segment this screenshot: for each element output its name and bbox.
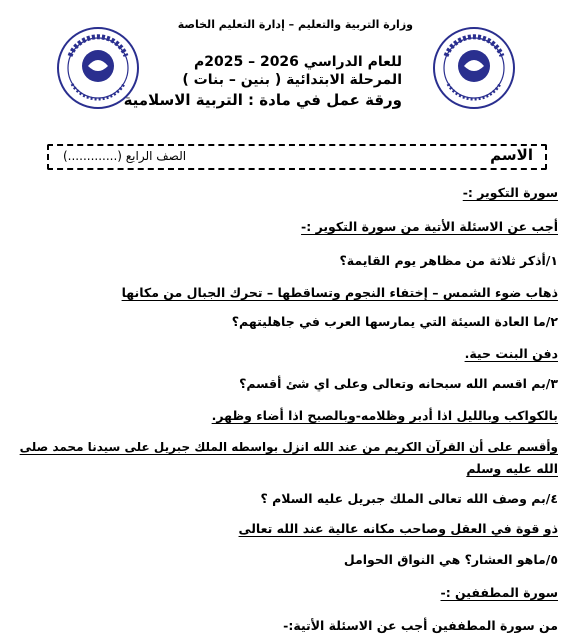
instruction-takwir: أجب عن الاسئلة الأتية من سورة التكوير :- <box>301 219 558 234</box>
answer-3b-line1: وأقسم على أن القرآن الكريم من عند الله انزل بواسطه الملك جبريل على سيدنا محمد صلى <box>19 440 558 454</box>
school-seal-icon <box>432 26 516 110</box>
answer-4: ذو قوة في العقل وصاحب مكانه عالية عند الله تعالى <box>238 521 558 536</box>
answer-3b-line2: الله عليه وسلم <box>466 461 558 476</box>
student-info-box <box>47 144 547 170</box>
grade-field: الصف الرابع (.............) <box>63 149 187 163</box>
surah-mutaffifin-title: سورة المطففين :- <box>440 585 558 600</box>
ministry-header: وزارة التربية والتعليم – إدارة التعليم الخاصة <box>177 18 413 31</box>
answer-2: دفن البنت حية. <box>464 346 558 361</box>
academic-year: للعام الدراسي 2026 – 2025م <box>193 54 402 70</box>
surah-takwir-title: سورة التكوير :- <box>462 185 558 200</box>
worksheet-subject: ورقة عمل في مادة : التربية الاسلامية <box>123 91 402 109</box>
name-label: الاسم <box>490 146 533 164</box>
school-stage: المرحلة الابتدائية ( بنين – بنات ) <box>182 72 402 88</box>
instruction-mutaffifin: من سورة المطففين أجب عن الاسئلة الأتية:- <box>283 618 558 633</box>
question-1: ١/أذكر ثلاثة من مظاهر يوم القايمة؟ <box>339 253 558 268</box>
question-3: ٣/بم اقسم الله سبحانه وتعالى وعلى اي شئ أقسم؟ <box>239 376 558 391</box>
answer-3: بالكواكب وبالليل اذا أدبر وظلامه-وبالصبح اذا أضاء وظهر. <box>211 408 558 423</box>
question-2: ٢/ما العادة السيئة التي يمارسها العرب في جاهليتهم؟ <box>231 314 558 329</box>
school-logo-right <box>432 26 516 110</box>
question-5: ٥/ماهو العشار؟ هي النواق الحوامل <box>343 552 558 567</box>
question-4: ٤/بم وصف الله تعالى الملك جبريل عليه السلام ؟ <box>260 491 558 506</box>
answer-1: ذهاب ضوء الشمس – إختفاء النجوم وتساقطها – تحرك الجبال من مكانها <box>121 285 558 300</box>
